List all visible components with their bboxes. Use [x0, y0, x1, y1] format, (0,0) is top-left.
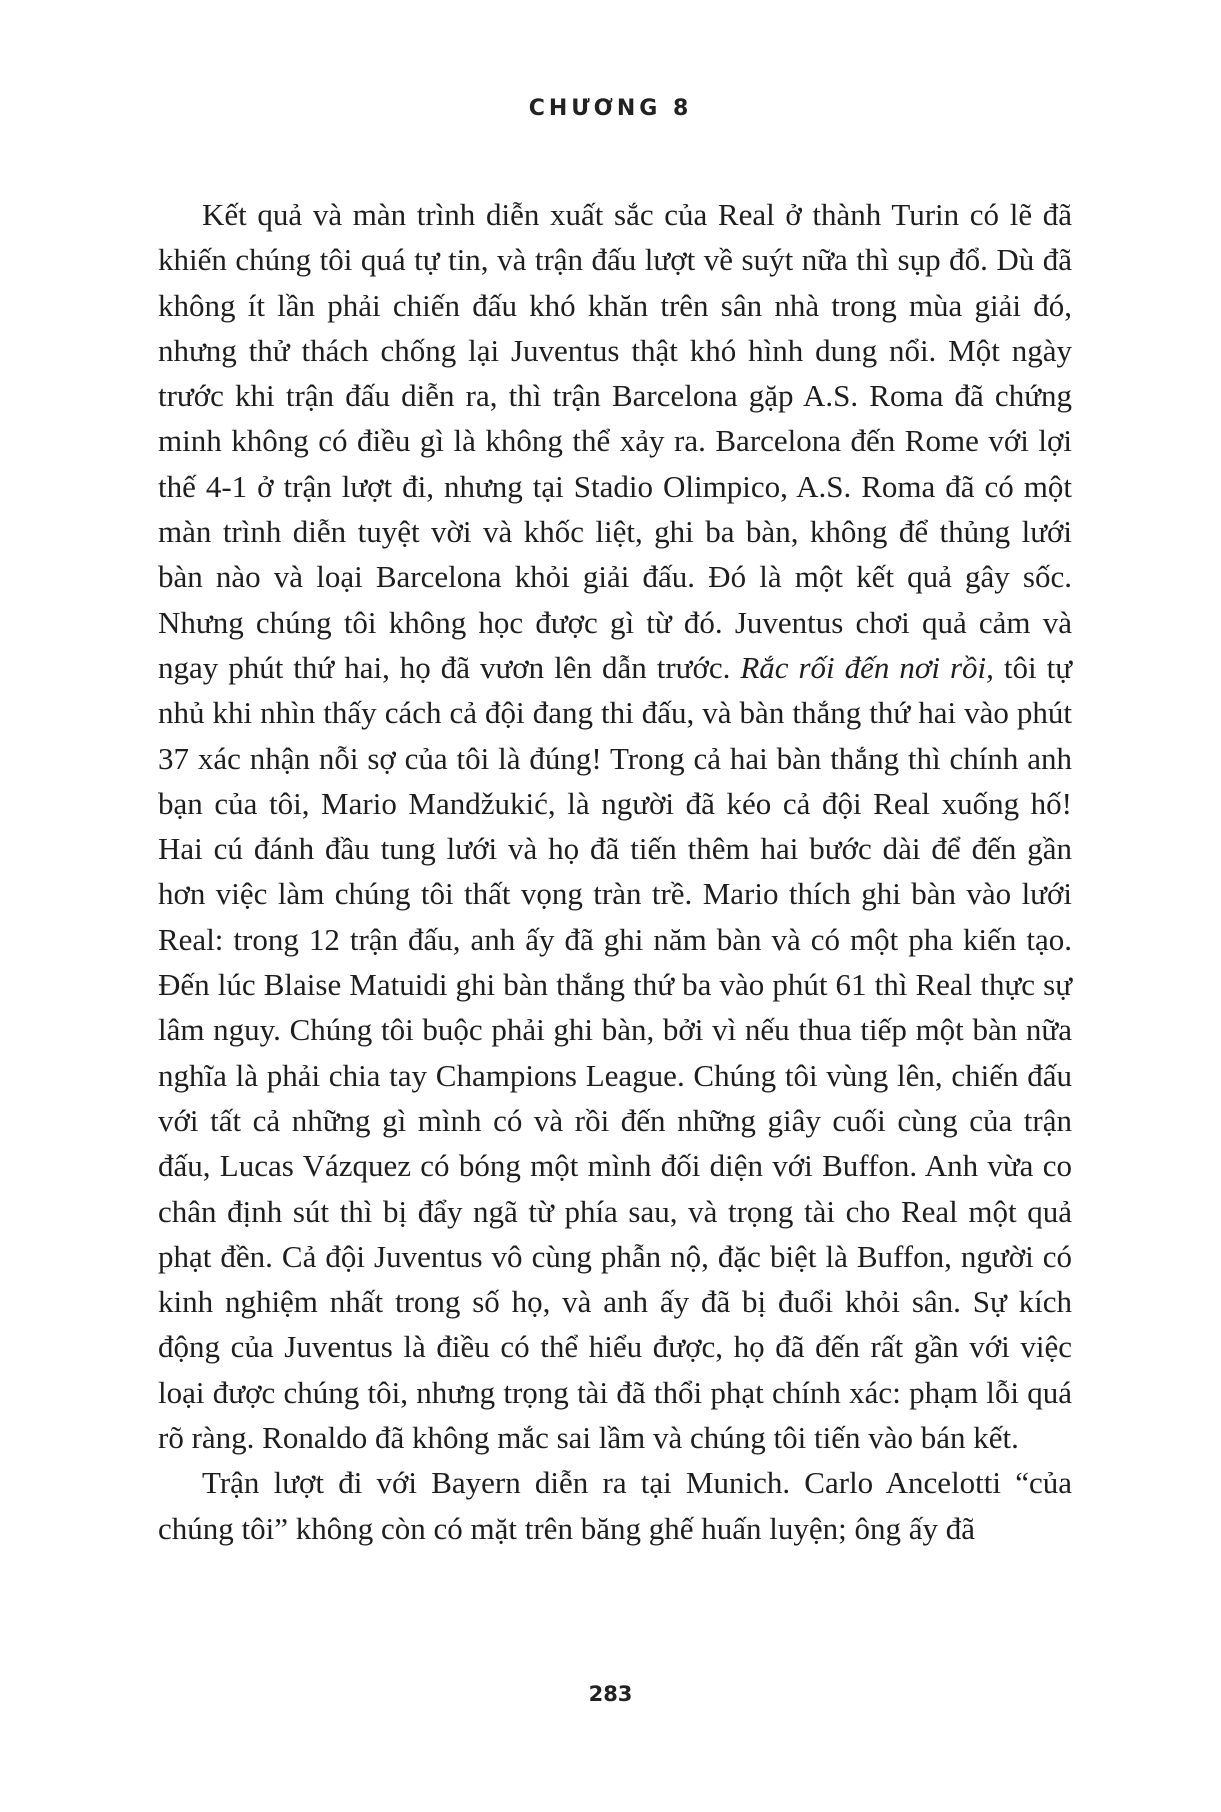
chapter-title: CHƯƠNG 8: [528, 96, 693, 121]
paragraph-1-italic-phrase: Rắc rối đến nơi rồi,: [740, 649, 994, 685]
paragraph-1-text-start: Kết quả và màn trình diễn xuất sắc của Real ở thành Turin có lẽ đã khiến chúng tôi quá tự tin, và trận đấu lượt về suýt nữa thì sụp đổ. Dù đã không ít lần phải chiến đấu khó khăn trên sân nhà trong mùa giải đó, nhưng thử thách chống lại Juventus thật khó hình dung nổi. Một ngày trước khi trận đấu diễn ra, thì trận Barcelona gặp A.S. Roma đã chứng minh không có điều gì là không thể xảy ra. Barcelona đến Rome với lợi thế 4-1 ở trận lượt đi, nhưng tại Stadio Olimpico, A.S. Roma đã có một màn trình diễn tuyệt vời và khốc liệt, ghi ba bàn, không để thủng lưới bàn nào và loại Barcelona khỏi giải đấu. Đó là một kết quả gây sốc. Nhưng chúng tôi không học được gì từ đó. Juventus chơi quả cảm và ngay phút thứ hai, họ đã vươn lên dẫn trước.: [158, 197, 1072, 685]
paragraph-2: Trận lượt đi với Bayern diễn ra tại Munich. Carlo Ancelotti “của chúng tôi” không còn có mặt trên băng ghế huấn luyện; ông ấy đã: [158, 1465, 1072, 1546]
page-number: 283: [588, 1682, 633, 1706]
paragraph-1: [158, 192, 1072, 1460]
body-text: [158, 192, 1072, 1551]
paragraph-1-text-end: tôi tự nhủ khi nhìn thấy cách cả đội đang thi đấu, và bàn thắng thứ hai vào phút 37 xác nhận nỗi sợ của tôi là đúng! Trong cả hai bàn thắng thì chính anh bạn của tôi, Mario Mandžukić, là người đã kéo cả đội Real xuống hố! Hai cú đánh đầu tung lưới và họ đã tiến thêm hai bước dài để đến gần hơn việc làm chúng tôi thất vọng tràn trề. Mario thích ghi bàn vào lưới Real: trong 12 trận đấu, anh ấy đã ghi năm bàn và có một pha kiến tạo. Đến lúc Blaise Matuidi ghi bàn thắng thứ ba vào phút 61 thì Real thực sự lâm nguy. Chúng tôi buộc phải ghi bàn, bởi vì nếu thua tiếp một bàn nữa nghĩa là phải chia tay Champions League. Chúng tôi vùng lên, chiến đấu với tất cả những gì mình có và rồi đến những giây cuối cùng của trận đấu, Lucas Vázquez có bóng một mình đối diện với Buffon. Anh vừa co chân định sút thì bị đẩy ngã từ phía sau, và trọng tài cho Real một quả phạt đền. Cả đội Juventus vô cùng phẫn nộ, đặc biệt là Buffon, người có kinh nghiệm nhất trong số họ, và anh ấy đã bị đuổi khỏi sân. Sự kích động của Juventus là điều có thể hiểu được, họ đã đến rất gần với việc loại được chúng tôi, nhưng trọng tài đã thổi phạt chính xác: phạm lỗi quá rõ ràng. Ronaldo đã không mắc sai lầm và chúng tôi tiến vào bán kết.: [158, 649, 1072, 1456]
